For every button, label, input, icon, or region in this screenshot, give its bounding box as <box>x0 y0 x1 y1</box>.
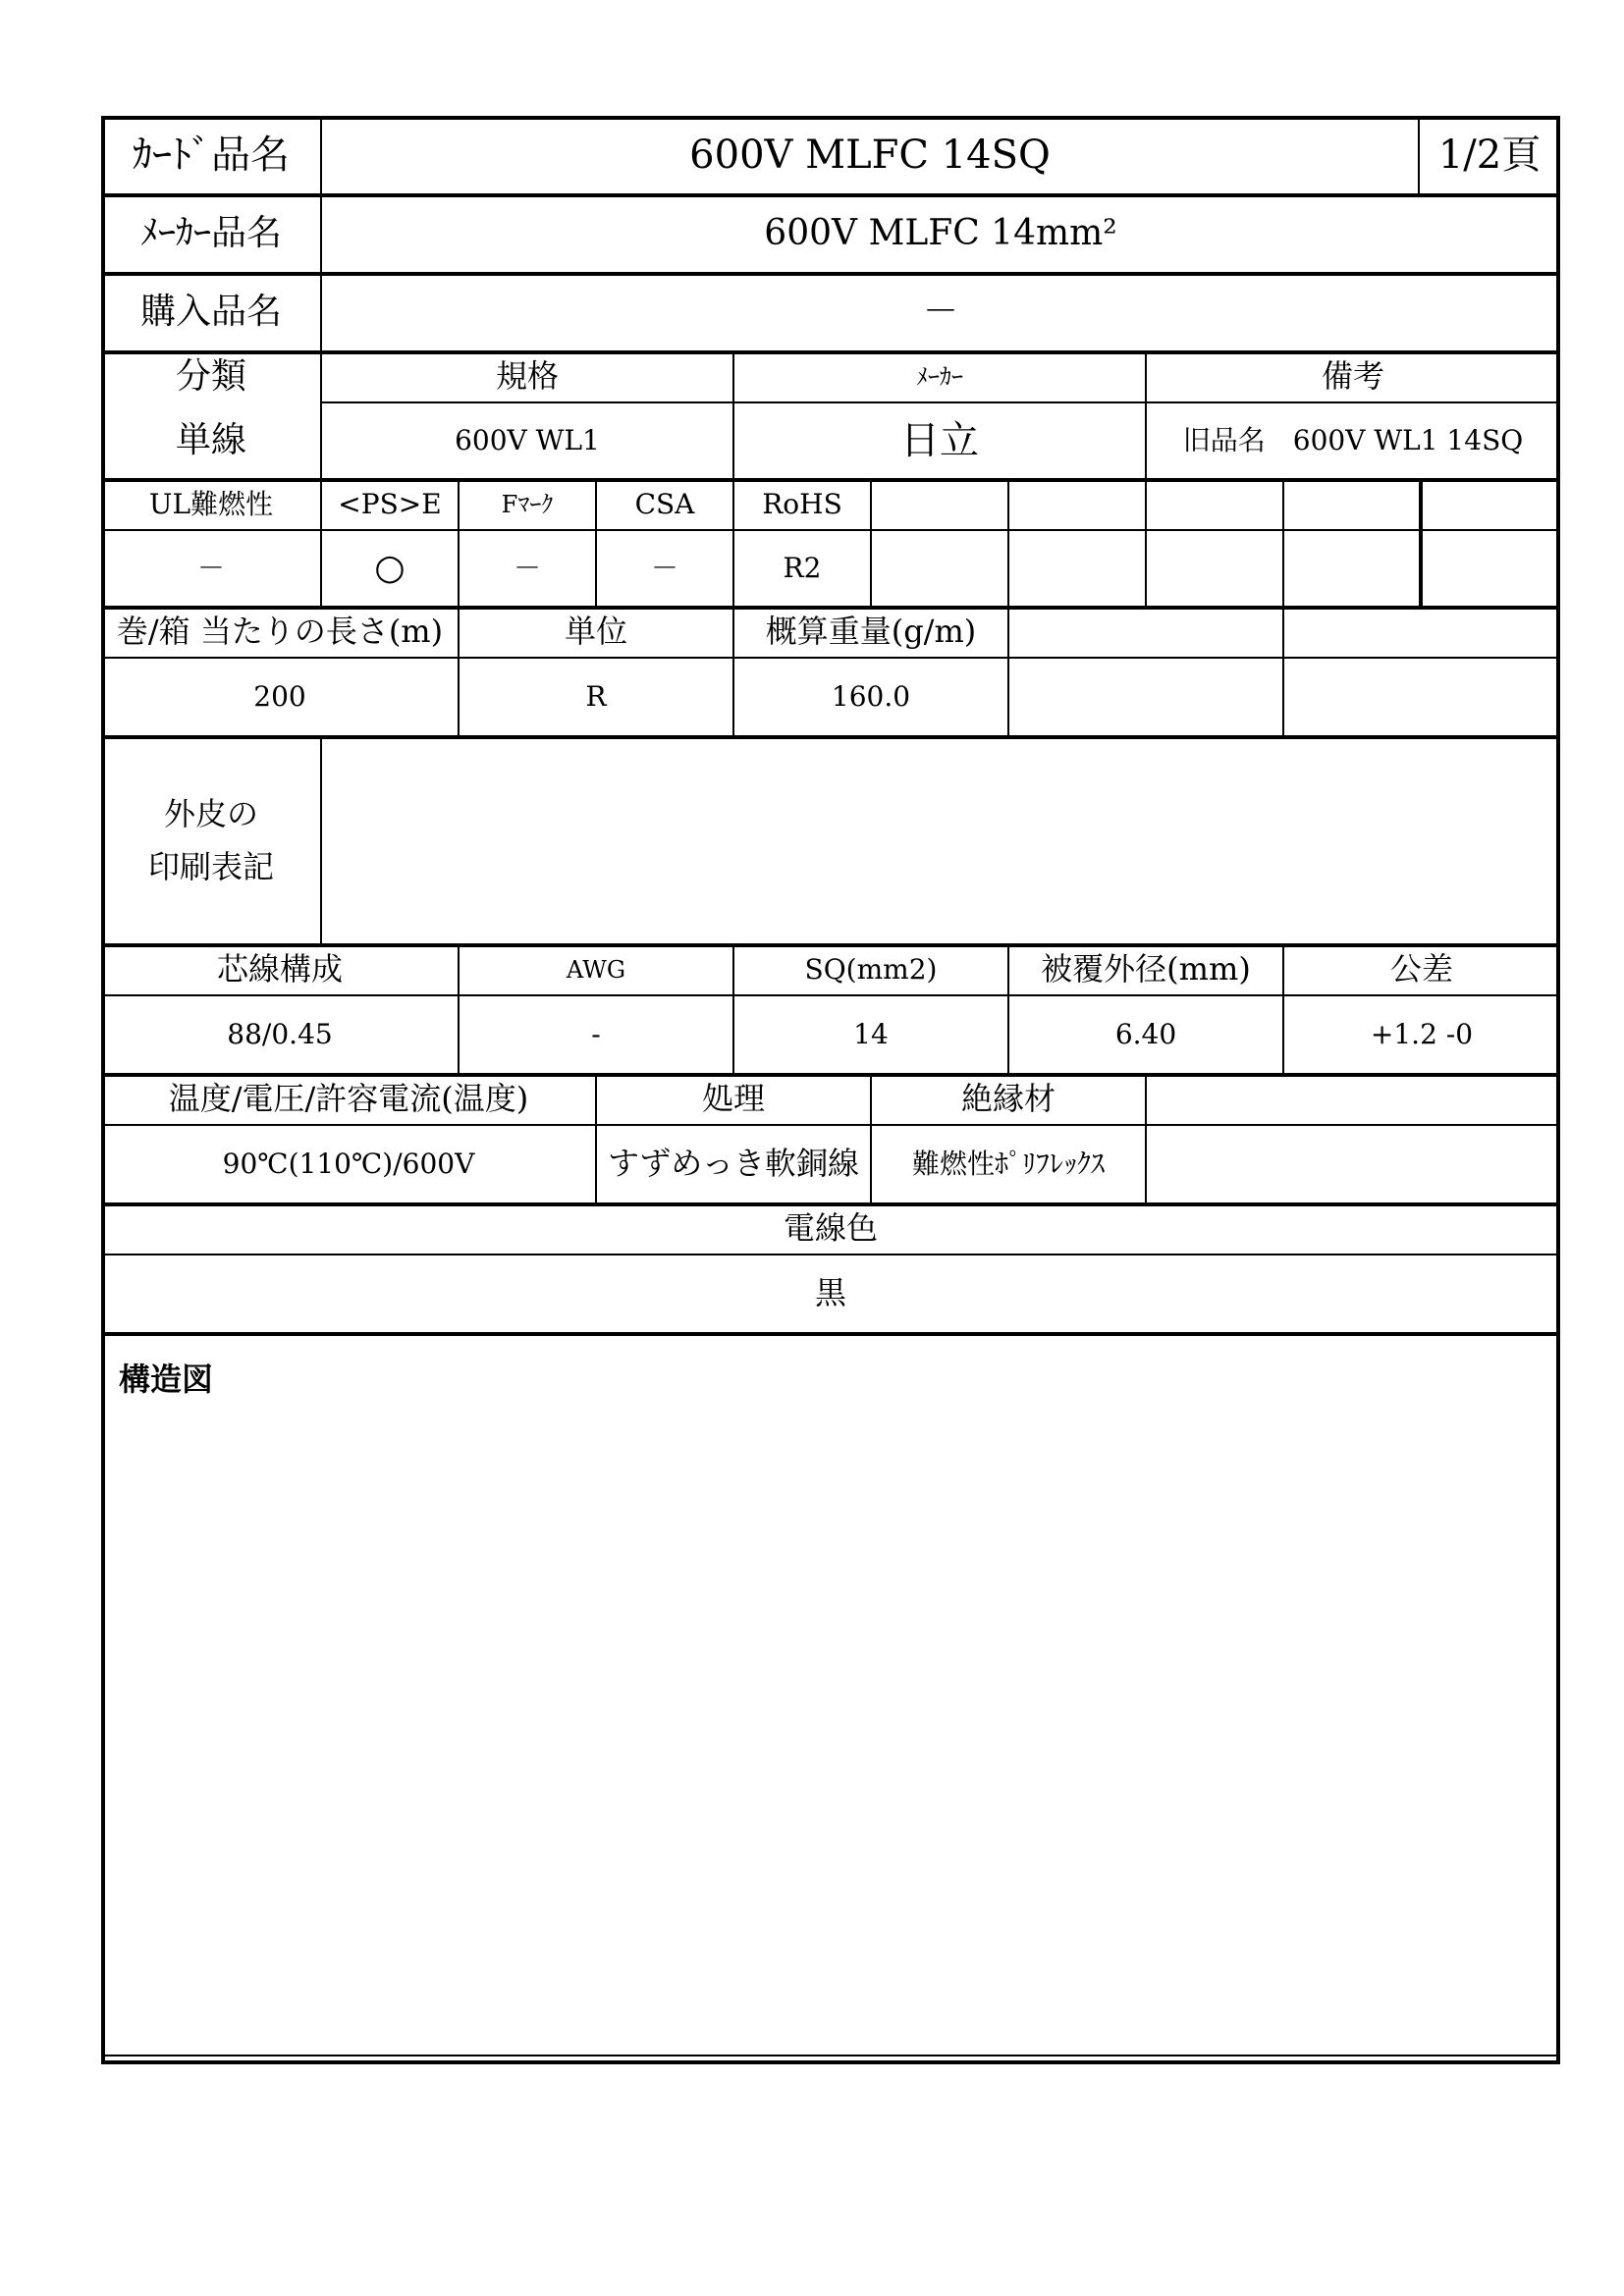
cert-header-fmark: Fﾏｰｸ <box>501 490 554 518</box>
standard-header: 規格 <box>495 357 559 396</box>
col-504-cert <box>595 479 597 607</box>
rule-552 <box>101 657 1560 659</box>
treatment-header: 処理 <box>701 1080 765 1118</box>
border-bottom <box>101 2060 1560 2064</box>
maker-header: ﾒｰｶｰ <box>916 362 963 391</box>
length-per-reel-value: 200 <box>253 679 306 713</box>
rule-1028 <box>101 1124 1560 1126</box>
purchase-name-label: 購入品名 <box>139 292 282 333</box>
cert-value-rohs: R2 <box>783 551 822 584</box>
remarks-value: 旧品名 600V WL1 14SQ <box>1182 423 1524 456</box>
cert-header-csa: CSA <box>634 487 695 520</box>
col-644-cert <box>732 479 734 607</box>
rule-1240 <box>101 1332 1560 1336</box>
col-1344-cert <box>1419 479 1423 607</box>
cert-value-csa: － <box>650 551 678 584</box>
outer-diameter-value: 6.40 <box>1114 1017 1177 1050</box>
col-364-pack <box>458 607 460 736</box>
col-1064-class <box>1145 351 1147 479</box>
conductor-header: 芯線構成 <box>216 950 343 988</box>
treatment-value: すずめっき軟銅線 <box>607 1145 859 1183</box>
col-644-pack <box>732 607 734 736</box>
col-924-pack <box>1007 607 1009 736</box>
rule-292 <box>321 401 1560 403</box>
remarks-header: 備考 <box>1321 357 1384 396</box>
col-504-rating <box>595 1074 597 1203</box>
unit-header: 単位 <box>564 613 627 651</box>
classification-header: 分類 <box>175 356 246 398</box>
conductor-value: 88/0.45 <box>227 1017 333 1050</box>
wire-color-value: 黒 <box>814 1274 846 1312</box>
rule-1108 <box>101 1202 1560 1206</box>
insulation-header: 絶縁材 <box>960 1080 1056 1118</box>
rule-1160 <box>101 1254 1560 1255</box>
print-marking-label-line1: 外皮の <box>163 794 258 832</box>
cert-value-pse: ○ <box>374 548 406 589</box>
rating-header: 温度/電圧/許容電流(温度) <box>168 1080 529 1118</box>
spec-card <box>101 116 1560 2064</box>
outer-diameter-header: 被覆外径(mm) <box>1041 950 1251 988</box>
col-784-cert <box>870 479 872 607</box>
insulation-value: 難燃性ﾎﾟﾘﾌﾚｯｸｽ <box>911 1147 1105 1180</box>
rule-976 <box>101 1073 1560 1077</box>
border-bottom-inner <box>101 2055 1560 2056</box>
weight-header: 概算重量(g/m) <box>765 613 977 651</box>
awg-header: AWG <box>566 955 626 984</box>
col-224-class <box>320 351 322 479</box>
col-1342-top <box>1418 116 1420 194</box>
standard-value: 600V WL1 <box>455 423 600 456</box>
col-924-cond <box>1007 944 1009 1074</box>
weight-value: 160.0 <box>831 679 911 713</box>
tolerance-value: +1.2 -0 <box>1370 1017 1474 1050</box>
col-224-print <box>320 736 322 944</box>
cert-value-ul: － <box>196 551 225 584</box>
col-364-cond <box>458 944 460 1074</box>
cert-header-pse: <PS>E <box>338 487 442 520</box>
maker-value: 日立 <box>900 418 979 463</box>
sq-value: 14 <box>853 1017 889 1050</box>
print-marking-label <box>101 736 321 944</box>
col-1204-cond <box>1282 944 1284 1074</box>
col-1204-pack <box>1282 607 1284 736</box>
col-1204-cert <box>1282 479 1284 607</box>
page-number: 1/2頁 <box>1437 133 1542 178</box>
maker-name-value: 600V MLFC 14mm² <box>764 213 1117 254</box>
sq-header: SQ(mm2) <box>804 952 938 986</box>
structure-diagram-label: 構造図 <box>119 1361 214 1398</box>
purchase-name-value: － <box>922 292 958 333</box>
unit-value: R <box>585 679 607 713</box>
rating-value: 90℃(110℃)/600V <box>222 1147 475 1180</box>
col-644-class <box>732 351 734 479</box>
cert-value-fmark: － <box>513 551 541 584</box>
col-1064-rating <box>1145 1074 1147 1203</box>
col-924-cert <box>1007 479 1009 607</box>
maker-name-label: ﾒｰｶｰ品名 <box>139 213 282 254</box>
col-644-cond <box>732 944 734 1074</box>
card-name-value: 600V MLFC 14SQ <box>689 133 1051 178</box>
print-marking-label-line2: 印刷表記 <box>147 848 274 885</box>
print-marking-value <box>321 736 1560 944</box>
col-224-cert <box>320 479 322 607</box>
border-right <box>1556 116 1560 2064</box>
col-784-rating <box>870 1074 872 1203</box>
cert-header-rohs: RoHS <box>762 487 842 520</box>
border-left <box>101 116 105 2064</box>
awg-value: - <box>591 1017 601 1050</box>
length-per-reel-header: 巻/箱 当たりの長さ(m) <box>116 613 444 651</box>
col-224-top <box>320 116 322 351</box>
col-364-cert <box>458 479 460 607</box>
cert-header-ul: UL難燃性 <box>148 487 274 520</box>
classification-value: 単線 <box>175 420 246 461</box>
card-name-label: ｶｰﾄﾞ品名 <box>133 133 290 178</box>
wire-color-header: 電線色 <box>783 1209 878 1248</box>
col-1064-cert <box>1145 479 1147 607</box>
rule-896 <box>101 994 1560 996</box>
tolerance-header: 公差 <box>1389 950 1453 988</box>
